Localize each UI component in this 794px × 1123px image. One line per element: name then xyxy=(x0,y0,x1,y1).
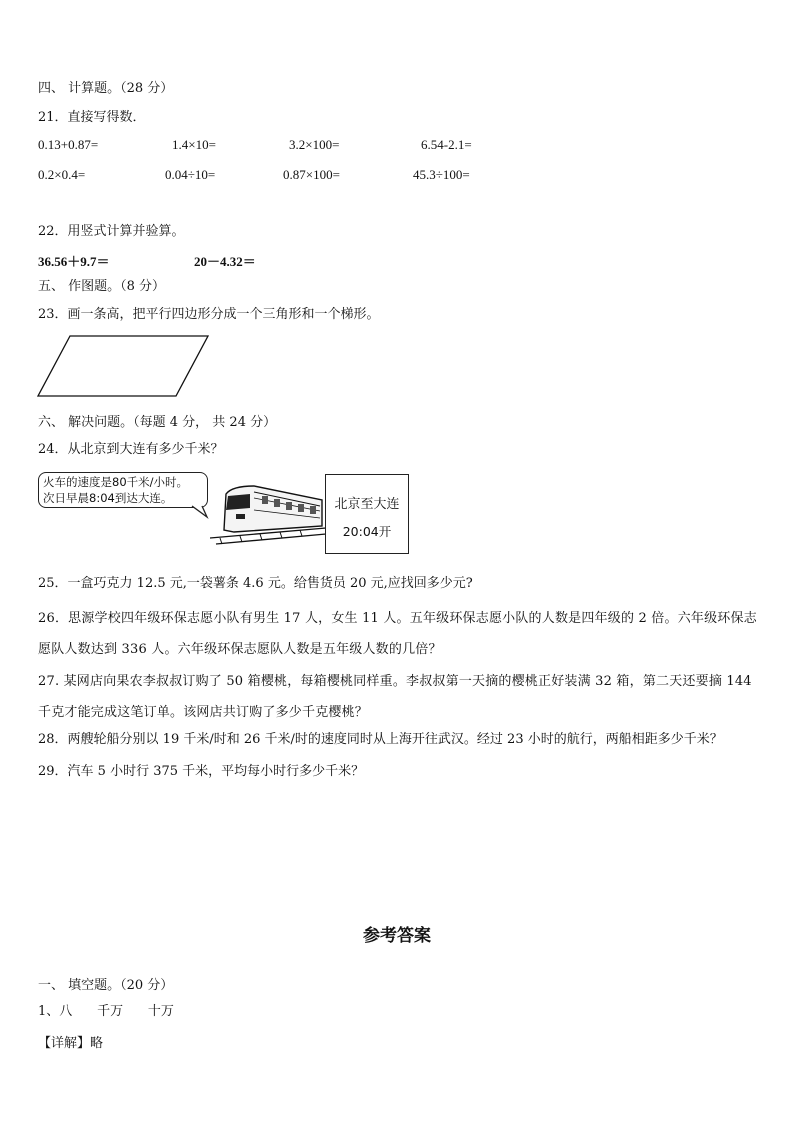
q21-item: 3.2×100= xyxy=(289,137,340,152)
q21-item: 6.54-2.1= xyxy=(421,137,472,152)
departure-sign xyxy=(325,474,409,554)
q27-text: 27. 某网店向果农李叔叔订购了 50 箱樱桃，每箱樱桃同样重。李叔叔第一天摘的樱桃正好装满 32 箱，第二天还要摘 144 千克才能完成这笔订单。该网店共订购了多少千克樱桃？ xyxy=(38,674,752,720)
bubble-line: 火车的速度是80千米/小时。 xyxy=(43,475,189,489)
q21-item: 0.04÷10= xyxy=(165,167,216,182)
train-illustration xyxy=(210,484,328,550)
q21-item: 45.3÷100= xyxy=(413,167,470,182)
q22-item: 20－4.32＝ xyxy=(194,254,256,269)
q24-prompt: 24．从北京到大连有多少千米？ xyxy=(38,442,224,457)
answers-section-one-header: 一、 填空题。（20 分） xyxy=(38,978,174,993)
q21-item: 1.4×10= xyxy=(172,137,216,152)
answer-1: 1、八 千万 十万 xyxy=(38,1004,174,1019)
q26-text: 26．思源学校四年级环保志愿小队有男生 17 人，女生 11 人。五年级环保志愿小队的人数是四年级的 2 倍。六年级环保志愿队人数达到 336 人。六年级环保志愿队人数是五年级人数的几倍？ xyxy=(38,611,757,657)
bubble-line: 次日早晨8:04到达大连。 xyxy=(43,491,173,505)
q28-text: 28．两艘轮船分别以 19 千米/时和 26 千米/时的速度同时从上海开往武汉。经过 23 小时的航行，两船相距多少千米？ xyxy=(38,732,723,747)
answer-detail: 【详解】略 xyxy=(38,1036,104,1051)
sign-time: 20:04开 xyxy=(342,524,392,539)
q23-prompt: 23．画一条高，把平行四边形分成一个三角形和一个梯形。 xyxy=(38,307,380,322)
bubble-tail xyxy=(190,505,210,519)
section-five-header: 五、 作图题。（8 分） xyxy=(38,279,166,294)
answers-title: 参考答案 xyxy=(363,926,431,946)
q21-item: 0.2×0.4= xyxy=(38,167,86,182)
sign-route: 北京至大连 xyxy=(334,497,400,512)
q21-item: 0.87×100= xyxy=(283,167,340,182)
section-six-header: 六、 解决问题。（每题 4 分， 共 24 分） xyxy=(38,415,277,430)
q29-text: 29．汽车 5 小时行 375 千米，平均每小时行多少千米？ xyxy=(38,764,365,779)
q21-item: 0.13+0.87= xyxy=(38,137,99,152)
speech-bubble xyxy=(38,472,208,508)
section-four-header: 四、 计算题。（28 分） xyxy=(38,81,174,96)
q21-prompt: 21．直接写得数． xyxy=(38,110,146,125)
q25-text: 25．一盒巧克力 12.5 元,一袋薯条 4.6 元。给售货员 20 元,应找回多少元? xyxy=(38,576,473,591)
q22-prompt: 22．用竖式计算并验算。 xyxy=(38,224,185,239)
q22-item: 36.56＋9.7＝ xyxy=(38,254,110,269)
parallelogram-figure xyxy=(36,333,212,399)
